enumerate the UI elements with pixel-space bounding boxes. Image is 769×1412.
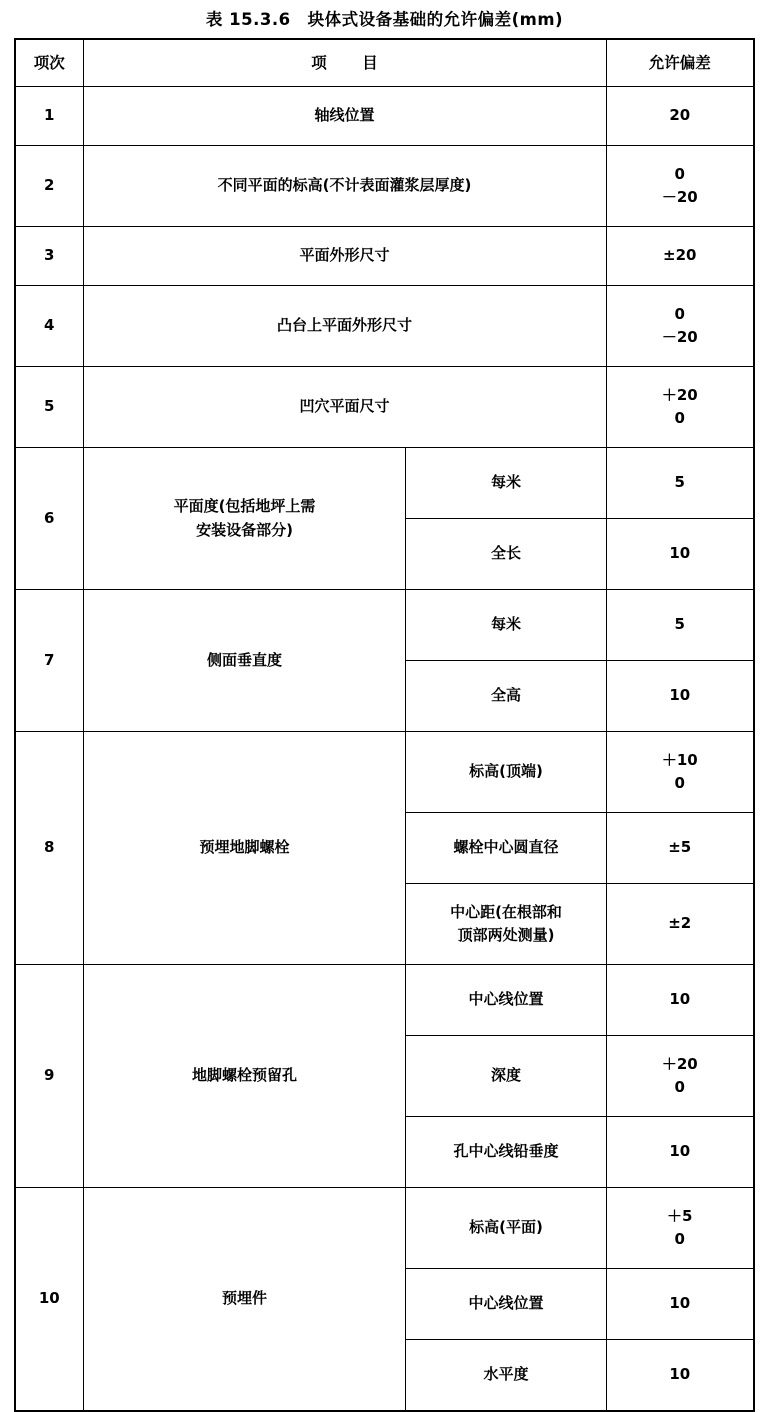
tolerance-value: ＋10 [661, 750, 698, 769]
row-item: 预埋件 [83, 1188, 406, 1412]
row-tolerance [606, 661, 754, 732]
row-number: 5 [15, 367, 83, 448]
tolerance-value: －20 [661, 188, 698, 206]
row-tolerance [606, 1269, 754, 1340]
row-tolerance [606, 1117, 754, 1188]
table-row [15, 146, 754, 227]
row-item [83, 448, 406, 590]
row-number: 1 [15, 87, 83, 146]
tolerance-value: 5 [674, 473, 685, 492]
row-number: 4 [15, 286, 83, 367]
tolerance-value: 20 [669, 106, 691, 125]
table-row [15, 87, 754, 146]
tolerance-value: 10 [669, 1142, 691, 1161]
row-subitem: 深度 [406, 1036, 606, 1117]
tolerance-value: 0 [674, 409, 685, 427]
row-number: 6 [15, 448, 83, 590]
row-subitem: 每米 [406, 590, 606, 661]
table-header-row [15, 39, 754, 87]
row-number: 8 [15, 732, 83, 965]
row-item: 轴线位置 [83, 87, 606, 146]
row-tolerance [606, 87, 754, 146]
row-tolerance [606, 732, 754, 813]
row-tolerance [606, 227, 754, 286]
row-subitem: 水平度 [406, 1340, 606, 1412]
tolerance-value: 10 [669, 990, 691, 1009]
tolerance-value: ±5 [668, 838, 692, 857]
row-tolerance [606, 448, 754, 519]
row-subitem: 全长 [406, 519, 606, 590]
table-row [15, 227, 754, 286]
tolerance-table [14, 38, 755, 1412]
row-number: 7 [15, 590, 83, 732]
row-item: 地脚螺栓预留孔 [83, 965, 406, 1188]
row-subitem-line: 中心距(在根部和 [450, 902, 562, 921]
tolerance-value: 0 [674, 1230, 685, 1248]
row-item-line: 安装设备部分) [196, 520, 293, 539]
row-subitem: 标高(平面) [406, 1188, 606, 1269]
row-tolerance [606, 367, 754, 448]
header-item-text: 项 目 [311, 53, 388, 72]
table-row [15, 732, 754, 813]
row-tolerance [606, 1340, 754, 1412]
tolerance-value: 10 [669, 1365, 691, 1384]
tolerance-value: ±20 [663, 246, 697, 265]
row-number: 9 [15, 965, 83, 1188]
table-row [15, 965, 754, 1036]
row-tolerance [606, 519, 754, 590]
tolerance-value: 5 [674, 615, 685, 634]
tolerance-value: ＋20 [661, 385, 698, 404]
tolerance-value: 0 [674, 1078, 685, 1096]
row-subitem: 标高(顶端) [406, 732, 606, 813]
row-subitem: 螺栓中心圆直径 [406, 813, 606, 884]
row-tolerance [606, 884, 754, 965]
row-item: 预埋地脚螺栓 [83, 732, 406, 965]
row-subitem-line: 顶部两处测量) [457, 926, 555, 944]
tolerance-value: 0 [674, 304, 685, 323]
tolerance-value: 0 [674, 774, 685, 792]
tolerance-value: 0 [674, 164, 685, 183]
row-tolerance [606, 1036, 754, 1117]
row-item: 不同平面的标高(不计表面灌浆层厚度) [83, 146, 606, 227]
table-row [15, 1188, 754, 1269]
row-subitem [406, 884, 606, 965]
row-subitem: 中心线位置 [406, 965, 606, 1036]
header-cell-tolerance: 允许偏差 [606, 39, 754, 87]
tolerance-value: 10 [669, 544, 691, 563]
row-tolerance [606, 965, 754, 1036]
header-cell-no: 项次 [15, 39, 83, 87]
row-tolerance [606, 590, 754, 661]
row-subitem: 每米 [406, 448, 606, 519]
tolerance-value: 10 [669, 686, 691, 705]
table-caption: 表 15.3.6 块体式设备基础的允许偏差(mm) [205, 10, 564, 29]
row-item: 平面外形尺寸 [83, 227, 606, 286]
tolerance-value: ±2 [668, 914, 692, 933]
row-item: 侧面垂直度 [83, 590, 406, 732]
table-row [15, 286, 754, 367]
row-tolerance [606, 146, 754, 227]
tolerance-value: 10 [669, 1294, 691, 1313]
tolerance-value: ＋20 [661, 1054, 698, 1073]
row-number: 2 [15, 146, 83, 227]
table-row [15, 590, 754, 661]
row-item: 凸台上平面外形尺寸 [83, 286, 606, 367]
row-number: 3 [15, 227, 83, 286]
table-row [15, 448, 754, 519]
header-cell-item [83, 39, 606, 87]
table-row [15, 367, 754, 448]
row-item: 凹穴平面尺寸 [83, 367, 606, 448]
tolerance-value: －20 [661, 328, 698, 346]
row-subitem: 孔中心线铅垂度 [406, 1117, 606, 1188]
row-item-line: 平面度(包括地坪上需 [173, 497, 316, 516]
row-subitem: 全高 [406, 661, 606, 732]
row-subitem: 中心线位置 [406, 1269, 606, 1340]
tolerance-value: ＋5 [667, 1206, 693, 1225]
row-number: 10 [15, 1188, 83, 1412]
row-tolerance [606, 286, 754, 367]
row-tolerance [606, 1188, 754, 1269]
row-tolerance [606, 813, 754, 884]
